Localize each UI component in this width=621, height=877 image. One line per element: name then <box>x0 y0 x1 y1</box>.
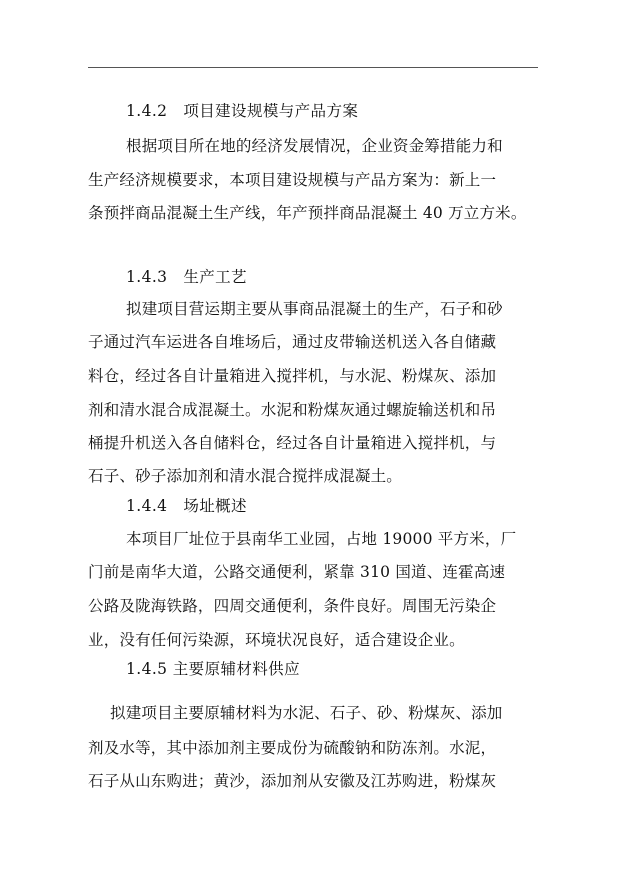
paragraph-line: 料仓，经过各自计量箱进入搅拌机，与水泥、粉煤灰、添加 <box>88 367 497 385</box>
section-heading-materials: 1.4.5 主要原辅材料供应 <box>126 660 300 678</box>
paragraph-line: 剂和清水混合成混凝土。水泥和粉煤灰通过螺旋输送机和吊 <box>88 401 497 419</box>
paragraph-line: 本项目厂址位于县南华工业园，占地 19000 平方米，厂 <box>126 530 517 548</box>
header-rule <box>88 67 538 68</box>
section-heading-process: 1.4.3 生产工艺 <box>126 268 247 286</box>
paragraph-line: 拟建项目主要原辅材料为水泥、石子、砂、粉煤灰、添加 <box>110 704 503 722</box>
section-heading-site: 1.4.4 场址概述 <box>126 497 247 515</box>
paragraph-line: 条预拌商品混凝土生产线，年产预拌商品混凝土 40 万立方米。 <box>88 204 527 222</box>
paragraph-line: 石子从山东购进；黄沙，添加剂从安徽及江苏购进，粉煤灰 <box>88 772 497 790</box>
paragraph-line: 根据项目所在地的经济发展情况，企业资金筹措能力和 <box>126 137 503 155</box>
paragraph-line: 拟建项目营运期主要从事商品混凝土的生产，石子和砂 <box>126 300 503 318</box>
paragraph-line: 门前是南华大道，公路交通便利，紧靠 310 国道、连霍高速 <box>88 563 506 581</box>
paragraph-line: 子通过汽车运进各自堆场后，通过皮带输送机送入各自储藏 <box>88 333 497 351</box>
paragraph-line: 石子、砂子添加剂和清水混合搅拌成混凝土。 <box>88 467 403 485</box>
section-heading-scale: 1.4.2 项目建设规模与产品方案 <box>126 102 359 120</box>
paragraph-line: 剂及水等，其中添加剂主要成份为硫酸钠和防冻剂。水泥， <box>88 739 497 757</box>
paragraph-line: 桶提升机送入各自储料仓，经过各自计量箱进入搅拌机，与 <box>88 434 497 452</box>
paragraph-line: 业，没有任何污染源，环境状况良好，适合建设企业。 <box>88 631 465 649</box>
paragraph-line: 公路及陇海铁路，四周交通便利，条件良好。周围无污染企 <box>88 597 497 615</box>
paragraph-line: 生产经济规模要求，本项目建设规模与产品方案为：新上一 <box>88 171 497 189</box>
